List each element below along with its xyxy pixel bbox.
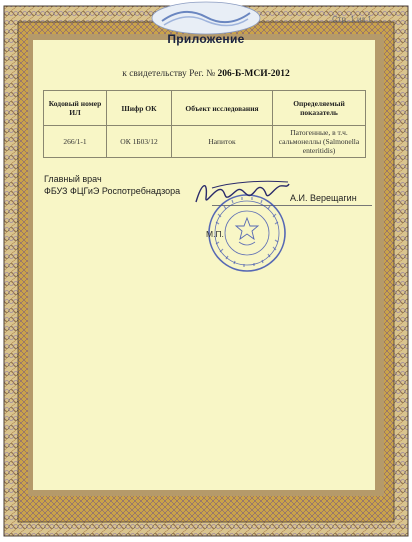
reference-prefix: к свидетельству Рег. № xyxy=(122,69,216,79)
header-code-number: Кодовый номер ИЛ xyxy=(44,91,107,126)
cell-ok-code: ОК 1Б03/12 xyxy=(107,126,172,158)
test-info-table xyxy=(43,90,366,158)
signer-position-line2: ФБУЗ ФЦГиЭ Роспотребнадзора xyxy=(44,186,181,196)
header-test-object: Объект исследования xyxy=(172,91,273,126)
page-number: Стр. 1 из 1 xyxy=(332,15,372,24)
table-row xyxy=(44,126,366,158)
handwritten-signature xyxy=(192,176,292,210)
cell-indicator: Патогенные, в т.ч. сальмонеллы (Salmonella enteritidis) xyxy=(273,126,366,158)
header-indicator: Определяемый показатель xyxy=(273,91,366,126)
header-ok-code: Шифр ОК xyxy=(107,91,172,126)
signer-position xyxy=(44,173,180,197)
reference-number: 206-Б-МСИ-2012 xyxy=(217,69,290,79)
signer-position-line1: Главный врач xyxy=(44,174,102,184)
signer-name: А.И. Верещагин xyxy=(290,193,357,203)
cell-test-object: Напиток xyxy=(172,126,273,158)
cell-code-number: 266/1-1 xyxy=(44,126,107,158)
table-header-row xyxy=(44,91,366,126)
stamp-mark-label: М.П. xyxy=(206,229,224,239)
emblem-logo xyxy=(150,1,262,35)
certificate-reference xyxy=(0,69,412,79)
document-title: Приложение xyxy=(167,32,245,46)
